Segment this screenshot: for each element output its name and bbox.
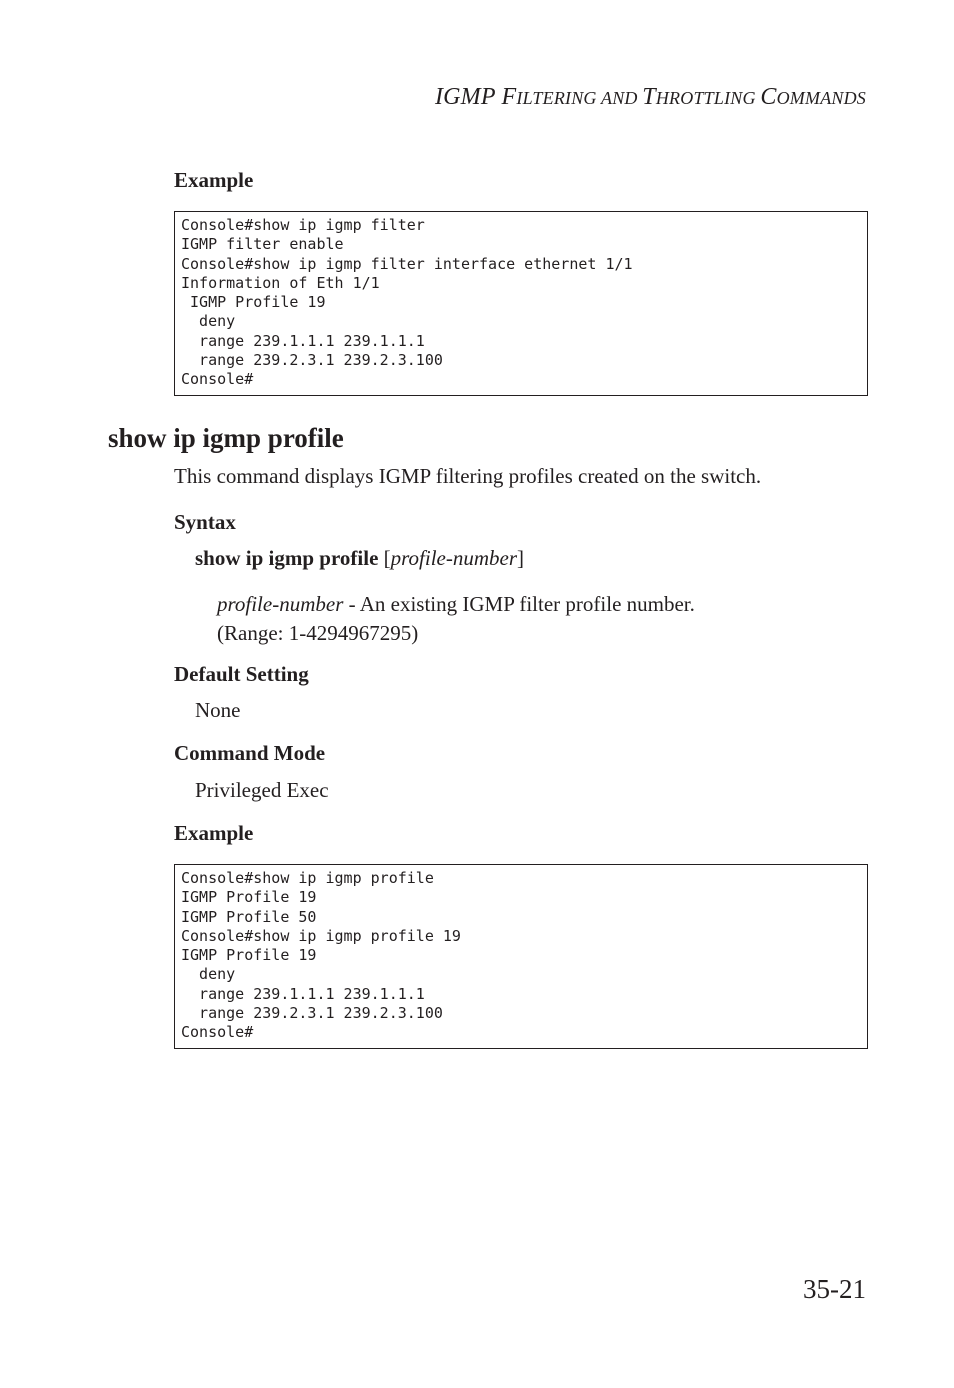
default-setting-heading: Default Setting [174, 662, 309, 686]
syntax-line [195, 546, 524, 571]
running-head-part: ILTERING AND [516, 88, 643, 108]
running-head-part: C [760, 84, 777, 110]
syntax-close-bracket: ] [517, 546, 525, 570]
command-title: show ip igmp profile [108, 423, 344, 453]
code-example-box-2 [174, 864, 868, 1049]
command-mode-value: Privileged Exec [195, 778, 329, 802]
example-heading: Example [174, 168, 254, 192]
running-head [435, 84, 866, 111]
running-head-part: OMMANDS [776, 88, 866, 108]
default-setting-value: None [195, 698, 241, 722]
param-desc-line1: - An existing IGMP filter profile number. [343, 592, 695, 616]
code-example: Console#show ip igmp filter IGMP filter enable Console#show ip igmp filter interface ethernet 1/1 Information of Eth 1/1 IGMP Profile 19 deny range 239.1.1.1 239.1.1.1 range 239.2.3.1 239.2.3.100 Console# [181, 216, 633, 389]
command-description: This command displays IGMP filtering profiles created on the switch. [174, 464, 762, 488]
syntax-param: profile-number [390, 546, 518, 570]
running-head-part: IGMP [434, 84, 502, 110]
syntax-open-bracket: [ [378, 546, 391, 570]
running-head-part: T [642, 84, 656, 110]
parameter-description [217, 590, 695, 648]
page-number: 35-21 [803, 1274, 866, 1304]
code-example-box [174, 211, 868, 396]
syntax-heading: Syntax [174, 510, 236, 534]
example-heading-2: Example [174, 821, 254, 845]
command-mode-heading: Command Mode [174, 741, 326, 765]
running-head-part: HROTTLING [655, 88, 761, 108]
running-head-part: F [501, 84, 517, 110]
syntax-command: show ip igmp profile [195, 546, 379, 570]
param-name: profile-number [217, 592, 344, 616]
code-example-2: Console#show ip igmp profile IGMP Profile 19 IGMP Profile 50 Console#show ip igmp profile 19 IGMP Profile 19 deny range 239.1.1.1 239.1.1.1 range 239.2.3.1 239.2.3.100 Console# [181, 869, 461, 1042]
param-desc-line2: (Range: 1-4294967295) [217, 621, 419, 645]
